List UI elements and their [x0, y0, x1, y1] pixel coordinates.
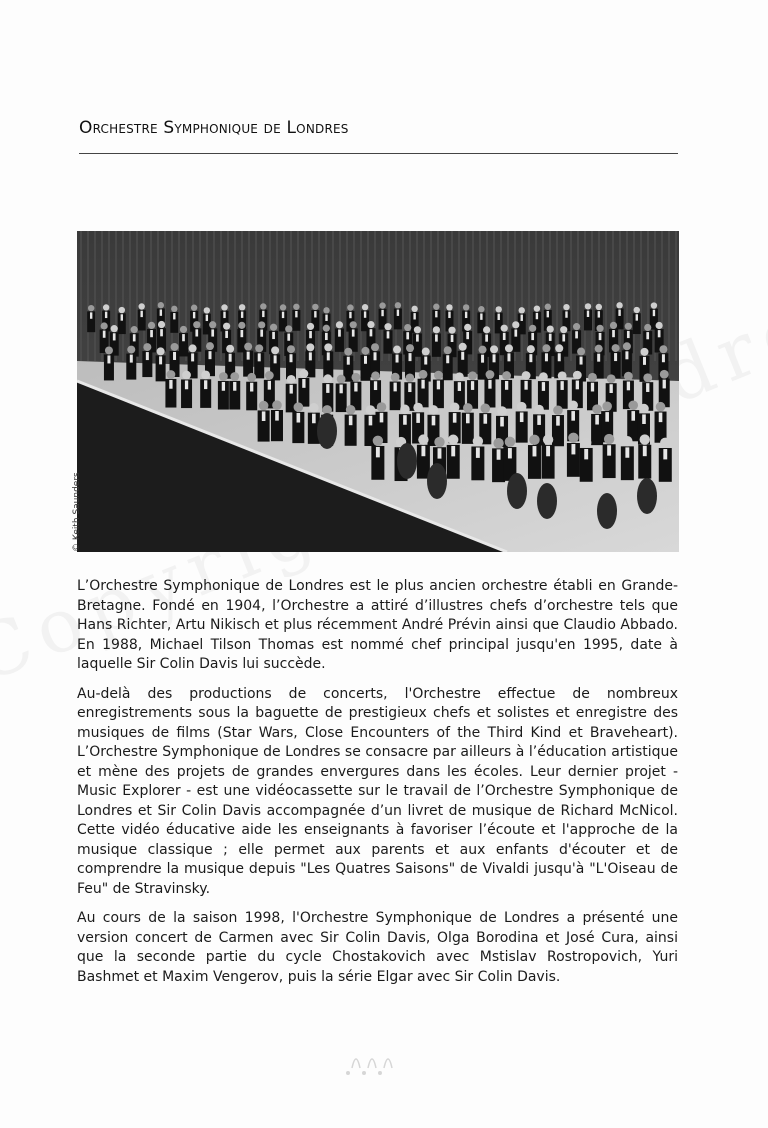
header-divider — [79, 153, 678, 154]
paragraph-history: L’Orchestre Symphonique de Londres est le plus ancien orchestre établi en Grande-Bretagne. Fondé en 1904, l’Orchestre a attiré d’illustres chefs d’orchestre tels que Hans Richter, Artu Nikisch et plus récemment André Prévin ainsi que Claudio Abbado. En 1988, Michael Tilson Thomas est nommé chef principal jusqu'en 1995, date à laquelle Sir Colin Davis lui succède. — [77, 578, 678, 672]
decorative-ornament-icon — [340, 1040, 410, 1084]
photo-credit: © Keith Saunders — [72, 472, 82, 552]
paragraph-season: Au cours de la saison 1998, l'Orchestre Symphonique de Londres a présenté une version concert de Carmen avec Sir Colin Davis, Olga Borodina et José Cura, ainsi que la seconde partie du cycle Chostakovich avec Mstislav Rostropovich, Yuri Bashmet et Maxim Vengerov, puis la série Elgar avec Sir Colin Davis. — [77, 910, 678, 985]
page-title: Orchestre Symphonique de Londres — [79, 118, 349, 138]
orchestra-photo — [77, 231, 679, 552]
paragraph-activities: Au-delà des productions de concerts, l'Orchestre effectue de nombreux enregistrements sous la baguette de prestigieux chefs et solistes et enregistre des musiques de films (Star Wars, Close Encounters of the Third Kind et Braveheart). L’Orchestre Symphonique de Londres se consacre par ailleurs à l’éducation artistique et mène des projets de grandes envergures dans les écoles. Leur dernier projet - Music Explorer - est une vidéocassette sur le travail de l’Orchestre Symphonique de Londres et Sir Colin Davis accompagnée d’un livret de musique de Richard McNicol. Cette vidéo éducative aide les enseignants à favoriser l’écoute et l'approche de la musique classique ; elle permet aux parents et aux enfants d'écouter et de comprendre la musique depuis "Les Quatres Saisons" de Vivaldi jusqu'à "L'Oiseau de Feu" de Stravinsky. — [77, 685, 678, 897]
article-body — [77, 577, 678, 997]
